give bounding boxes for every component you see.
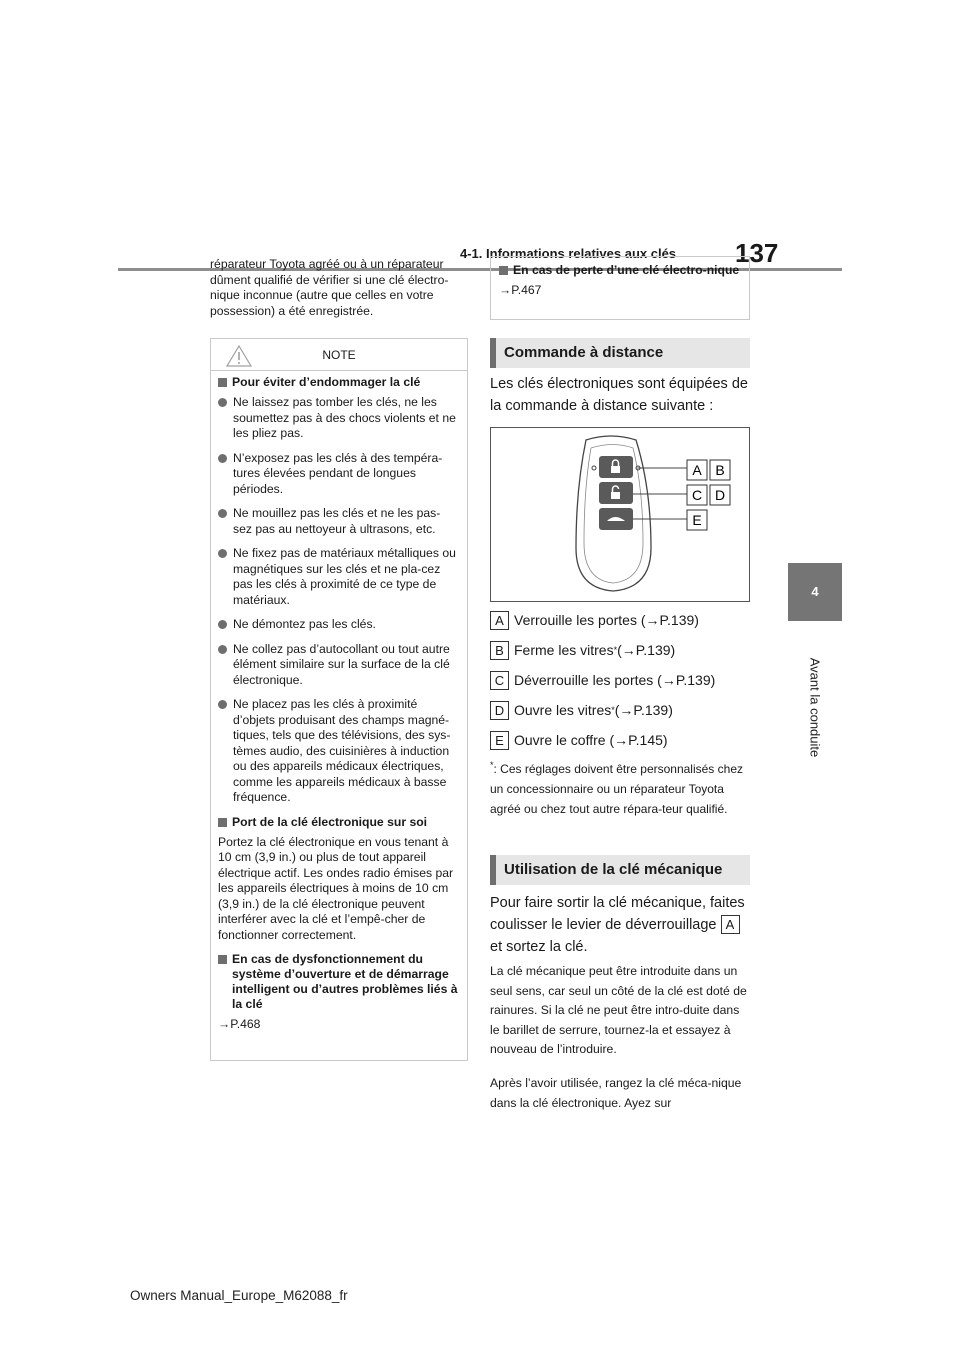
legend-ref[interactable]: (→P.139): [617, 642, 676, 658]
round-bullet-icon: [218, 454, 227, 463]
square-bullet-icon: [499, 266, 508, 275]
legend-letter: D: [490, 701, 509, 720]
intro-paragraph: réparateur Toyota agréé ou à un réparateur dûment qualifié de vérifier si une clé électro-nique inconnue (autre que celles en votre possession) a été enregistrée.: [210, 257, 449, 318]
figure-label-c: C: [691, 487, 703, 503]
lost-key-box: [490, 256, 750, 320]
note-title: NOTE: [322, 348, 356, 362]
note-bullet: Ne mouillez pas les clés et ne les pas-sez pas au nettoyeur à ultrasons, etc.: [218, 506, 459, 537]
square-bullet-icon: [218, 955, 227, 964]
figure-label-d: D: [714, 487, 726, 503]
round-bullet-icon: [218, 509, 227, 518]
mechanical-paragraph: Après l’avoir utilisée, rangez la clé méca-nique dans la clé électronique. Ayez sur: [490, 1076, 742, 1110]
footnote-star: *: [613, 645, 618, 655]
remote-intro: Les clés électroniques sont équipées de la commande à distance suivante :: [490, 376, 748, 414]
note-subhead-carry: Port de la clé électronique sur soi: [218, 815, 459, 830]
legend-row-a: [490, 610, 760, 630]
note-box: [210, 338, 468, 1061]
legend-text: Ouvre les vitres: [514, 702, 612, 718]
inline-letter: A: [721, 915, 740, 934]
mechanical-paragraph: La clé mécanique peut être introduite dans un seul sens, car seul un côté de la clé est doté de rainures. Si la clé ne peut être intro-duite dans le barillet de serrure, tournez-la et essayez à nouveau de l’introduire.: [490, 964, 747, 1056]
note-divider: [211, 370, 467, 371]
note-header: [211, 339, 467, 369]
legend-row-d: [490, 700, 760, 720]
note-bullet: N’exposez pas les clés à des tempéra-tures élevées pendant de longues périodes.: [218, 451, 459, 498]
section-title: 4-1. Informations relatives aux clés: [460, 246, 677, 261]
page-number: 137: [735, 238, 779, 268]
lost-key-subhead: En cas de perte d’une clé électro-nique: [499, 263, 741, 278]
footnote-star: *: [611, 705, 615, 715]
round-bullet-icon: [218, 700, 227, 709]
note-bullet: Ne placez pas les clés à proximité d’objets produisant des champs magné-tiques, tels que des télévisions, des sys-tèmes audio, des cuisinières à induction ou des appareils médicaux électriques, comme les appareils médicaux à basse fréquence.: [218, 697, 459, 806]
note-paragraph: Portez la clé électronique en vous tenant à 10 cm (3,9 in.) ou plus de tout appareil électrique actif. Les ondes radio émises par les appareils électriques à moins de 10 cm (3,9 in.) de la clé électronique peuvent interférer avec la clé et l’empê-cher de fonctionner correctement.: [218, 834, 454, 942]
note-bullet: Ne collez pas d’autocollant ou tout autre élément similaire sur la surface de la clé électronique.: [218, 642, 459, 689]
mechanical-intro: Pour faire sortir la clé mécanique, faites coulisser le levier de déverrouillage A et sortez la clé.: [490, 895, 745, 955]
key-fob-illustration: [491, 428, 749, 601]
figure-label-e: E: [692, 512, 702, 528]
note-bullet: Ne fixez pas de matériaux métalliques ou magnétiques sur les clés et ne pla-cez pas les clés à proximité de ce type de matériaux.: [218, 546, 459, 608]
legend-text: Déverrouille les portes (→P.139): [514, 672, 716, 688]
round-bullet-icon: [218, 645, 227, 654]
round-bullet-icon: [218, 620, 227, 629]
remote-key-figure: [490, 427, 750, 602]
legend-letter: B: [490, 641, 509, 660]
square-bullet-icon: [218, 818, 227, 827]
legend-ref[interactable]: (→P.139): [614, 702, 673, 718]
note-subhead-damage: Pour éviter d’endommager la clé: [218, 375, 459, 390]
section-header-mechanical: Utilisation de la clé mécanique: [490, 855, 750, 885]
round-bullet-icon: [218, 398, 227, 407]
square-bullet-icon: [218, 378, 227, 387]
note-bullet: Ne laissez pas tomber les clés, ne les soumettez pas à des chocs violents et ne les pliez pas.: [218, 395, 459, 442]
legend-row-b: [490, 640, 760, 660]
figure-label-b: B: [715, 462, 725, 478]
footnote: *: Ces réglages doivent être personnalisés chez un concessionnaire ou un réparateur Toyota agréé ou chez tout autre répara-teur qualifié.: [490, 760, 743, 816]
note-subhead-malfunction: En cas de dysfonctionnement du système d’ouverture et de démarrage intelligent ou d’autres problèmes liés à la clé: [218, 952, 459, 1012]
legend-text: Ferme les vitres: [514, 642, 614, 658]
figure-label-a: A: [692, 462, 702, 478]
page-reference-link[interactable]: →P.467: [499, 283, 542, 297]
note-bullet: Ne démontez pas les clés.: [218, 617, 459, 633]
section-header-remote: Commande à distance: [490, 338, 750, 368]
chapter-tab[interactable]: 4: [788, 563, 842, 621]
legend-letter: C: [490, 671, 509, 690]
note-content: [218, 375, 459, 1041]
chapter-label: Avant la conduite: [807, 657, 823, 758]
legend-row-e: [490, 730, 760, 750]
page-reference-link[interactable]: →P.468: [218, 1017, 261, 1031]
footnote-mark: *: [490, 760, 494, 770]
legend-text: Ouvre le coffre (→P.145): [514, 732, 668, 748]
legend-text: Verrouille les portes (→P.139): [514, 612, 699, 628]
footer-text: Owners Manual_Europe_M62088_fr: [130, 1288, 348, 1303]
legend-row-c: [490, 670, 760, 690]
round-bullet-icon: [218, 549, 227, 558]
legend-letter: E: [490, 731, 509, 750]
legend-letter: A: [490, 611, 509, 630]
